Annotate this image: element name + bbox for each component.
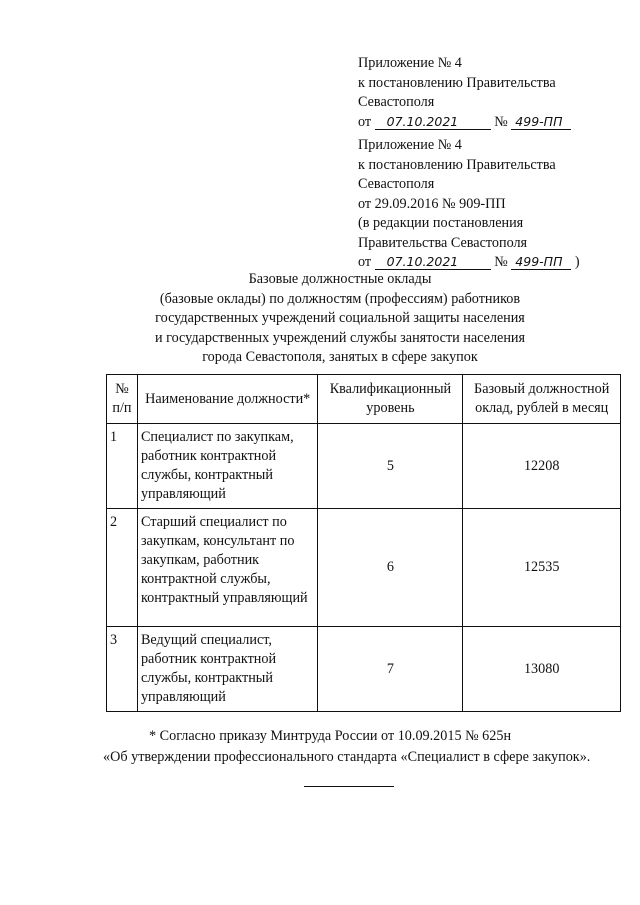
appendix-city: Севастополя	[358, 94, 435, 110]
title-line: государственных учреждений социальной защиты населения	[155, 310, 525, 326]
appendix-block-original	[358, 136, 628, 273]
header-num: № п/п	[107, 375, 138, 424]
appendix-edition-note: (в редакции постановления	[358, 215, 524, 231]
title-line: (базовые оклады) по должностям (профессиям) работников	[159, 290, 521, 307]
row-position: Старший специалист по закупкам, консультант по закупкам, работник контрактной службы, контрактный управляющий	[137, 509, 318, 627]
number-label: №	[494, 254, 508, 270]
appendix-city: Севастополя	[358, 176, 435, 192]
from-label: от	[358, 113, 372, 130]
row-level: 7	[318, 627, 463, 712]
table-row	[107, 627, 621, 712]
footnote-first-line: * Согласно приказу Минтруда России от 10.09.2015 № 625н	[149, 728, 512, 744]
row-level: 6	[318, 509, 463, 627]
table-header-row	[107, 375, 621, 424]
table-row	[107, 509, 621, 627]
row-num: 2	[107, 509, 138, 627]
row-num: 3	[107, 627, 138, 712]
title-line: и государственных учреждений службы занятости населения	[154, 329, 526, 346]
row-position: Специалист по закупкам, работник контрактной службы, контрактный управляющий	[137, 424, 318, 509]
appendix-title: Приложение № 4	[358, 55, 462, 71]
handwritten-number: 499-ПП	[511, 254, 571, 270]
header-name: Наименование должности*	[137, 375, 318, 424]
from-label: от	[358, 254, 372, 270]
handwritten-number: 499-ПП	[511, 114, 571, 130]
appendix-original-date: от 29.09.2016 № 909-ПП	[358, 195, 506, 212]
row-salary: 12208	[463, 424, 621, 509]
closing-rule	[304, 786, 394, 787]
handwritten-date: 07.10.2021	[375, 254, 491, 270]
footnote-rest: «Об утверждении профессионального стандарта «Специалист в сфере закупок».	[103, 749, 591, 765]
header-level: Квалификационный уровень	[318, 375, 463, 424]
appendix-edition-govt: Правительства Севастополя	[358, 234, 528, 251]
handwritten-date: 07.10.2021	[375, 114, 491, 130]
row-position: Ведущий специалист, работник контрактной службы, контрактный управляющий	[137, 627, 318, 712]
salary-table	[106, 374, 621, 712]
appendix-resolution: к постановлению Правительства	[358, 74, 556, 91]
title-line: Базовые должностные оклады	[248, 271, 432, 287]
number-label: №	[494, 113, 508, 130]
appendix-block-current	[358, 54, 628, 132]
appendix-title: Приложение № 4	[358, 137, 462, 153]
close-paren: )	[574, 254, 580, 270]
row-salary: 12535	[463, 509, 621, 627]
title-line: города Севастополя, занятых в сфере закупок	[202, 349, 478, 365]
table-row	[107, 424, 621, 509]
row-salary: 13080	[463, 627, 621, 712]
appendix-date-line	[358, 113, 628, 133]
appendix-resolution: к постановлению Правительства	[358, 156, 556, 173]
row-level: 5	[318, 424, 463, 509]
row-num: 1	[107, 424, 138, 509]
document-title	[60, 270, 620, 368]
header-salary: Базовый должностной оклад, рублей в месяц	[463, 375, 621, 424]
